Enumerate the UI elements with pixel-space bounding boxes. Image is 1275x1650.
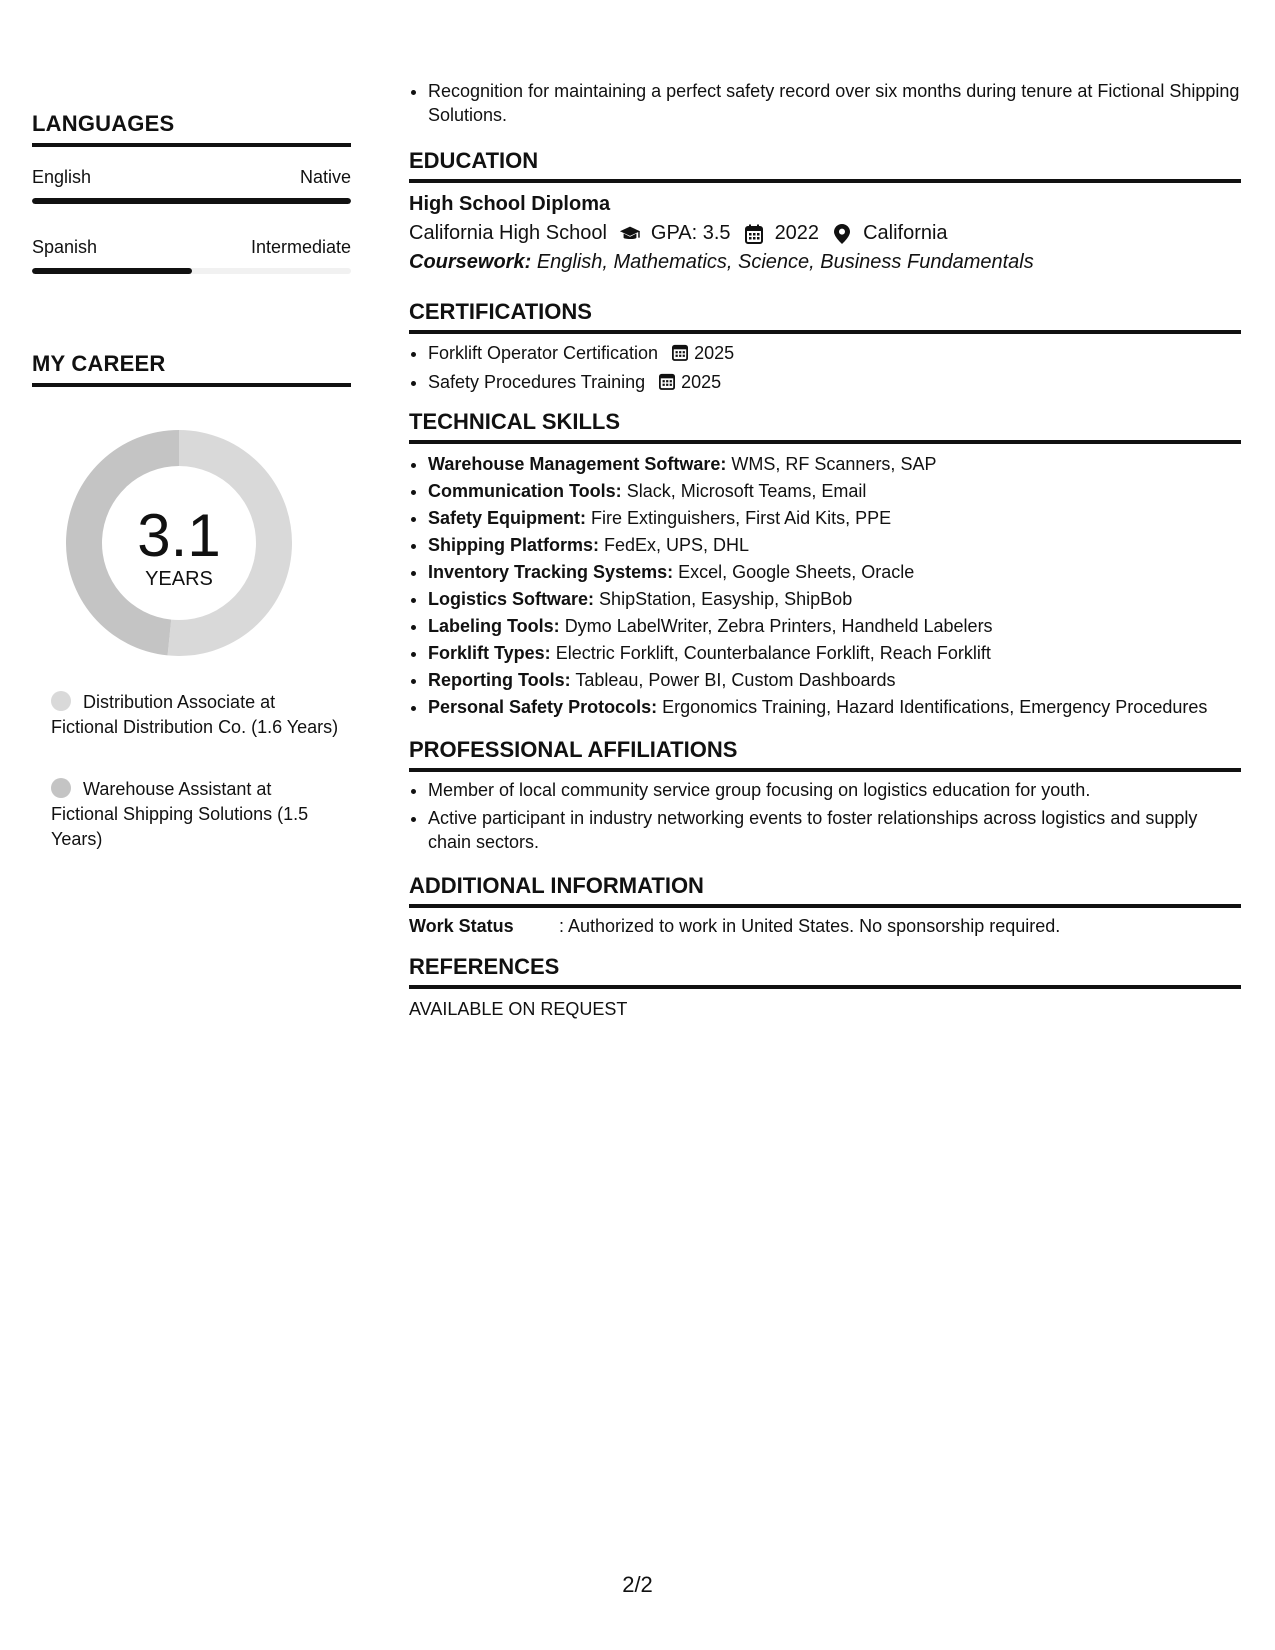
education-location: California — [863, 222, 948, 244]
languages-heading: LANGUAGES — [32, 111, 175, 136]
technical-skills-rule — [409, 440, 1241, 444]
career-legend-text: Warehouse Assistant at Fictional Shipping Solutions (1.5 Years) — [51, 779, 309, 849]
language-proficiency-bar — [32, 268, 351, 274]
calendar-icon — [672, 342, 688, 369]
language-name: Spanish — [32, 237, 98, 257]
certifications-rule — [409, 330, 1241, 334]
skill-value: Ergonomics Training, Hazard Identifications, Emergency Procedures — [662, 697, 1208, 717]
skill-item — [428, 532, 1241, 559]
language-item — [32, 167, 351, 204]
references-text: AVAILABLE ON REQUEST — [409, 999, 628, 1019]
skill-item — [428, 505, 1241, 532]
calendar-icon — [743, 224, 765, 244]
affiliations-heading: PROFESSIONAL AFFILIATIONS — [409, 737, 738, 762]
technical-skills-heading: TECHNICAL SKILLS — [409, 409, 621, 434]
certification-item — [428, 340, 1241, 369]
language-item — [32, 237, 351, 274]
skill-label: Logistics Software: — [428, 589, 595, 609]
education-details — [409, 222, 1241, 245]
career-donut-chart — [66, 430, 292, 656]
skill-value: Excel, Google Sheets, Oracle — [678, 562, 915, 582]
language-name: English — [32, 167, 92, 187]
map-pin-icon — [831, 224, 853, 244]
education-section — [409, 148, 1241, 274]
page-number: 2/2 — [622, 1572, 653, 1597]
skill-value: WMS, RF Scanners, SAP — [731, 454, 937, 474]
work-status-row — [409, 916, 1241, 937]
skill-label: Safety Equipment: — [428, 508, 587, 528]
skill-item — [428, 478, 1241, 505]
skill-item — [428, 613, 1241, 640]
certifications-section — [409, 299, 1241, 398]
certification-name: Safety Procedures Training — [428, 372, 646, 392]
skill-value: FedEx, UPS, DHL — [604, 535, 750, 555]
skill-label: Reporting Tools: — [428, 670, 571, 690]
additional-info-heading: ADDITIONAL INFORMATION — [409, 873, 704, 898]
career-section — [32, 351, 351, 387]
skill-item — [428, 559, 1241, 586]
skill-item — [428, 451, 1241, 478]
references-section — [409, 954, 1241, 1020]
education-coursework — [409, 251, 1241, 274]
languages-section — [32, 111, 351, 147]
references-heading: REFERENCES — [409, 954, 560, 979]
language-proficiency-fill — [32, 198, 351, 204]
affiliation-item: • Member of local community service group focusing on logistics education for youth. — [428, 778, 1241, 802]
career-legend-item — [51, 690, 341, 740]
certification-year: 2025 — [681, 372, 722, 392]
languages-rule — [32, 143, 351, 147]
legend-dot-icon — [51, 778, 71, 798]
skill-label: Labeling Tools: — [428, 616, 560, 636]
technical-skills-section — [409, 409, 1241, 721]
education-gpa: GPA: 3.5 — [650, 222, 731, 244]
skill-value: Tableau, Power BI, Custom Dashboards — [575, 670, 896, 690]
career-rule — [32, 383, 351, 387]
language-proficiency-fill — [32, 268, 192, 274]
donut-center — [66, 430, 292, 656]
certification-name: Forklift Operator Certification — [428, 343, 659, 363]
skill-item — [428, 586, 1241, 613]
skill-value: Dymo LabelWriter, Zebra Printers, Handheld Labelers — [564, 616, 993, 636]
language-level: Intermediate — [250, 237, 351, 257]
coursework-label: Coursework: — [409, 251, 532, 273]
skill-label: Forklift Types: — [428, 643, 551, 663]
skill-item — [428, 667, 1241, 694]
career-heading: MY CAREER — [32, 351, 166, 376]
work-status-label: Work Status — [409, 916, 514, 936]
certification-item — [428, 369, 1241, 398]
education-school: California High School — [409, 222, 607, 244]
skill-label: Personal Safety Protocols: — [428, 697, 658, 717]
skill-label: Communication Tools: — [428, 481, 622, 501]
calendar-icon — [659, 371, 675, 398]
skill-label: Warehouse Management Software: — [428, 454, 727, 474]
education-degree: High School Diploma — [409, 193, 611, 215]
skill-item — [428, 694, 1241, 721]
skill-value: Slack, Microsoft Teams, Email — [626, 481, 867, 501]
language-level: Native — [299, 167, 351, 187]
affiliations-rule — [409, 768, 1241, 772]
language-proficiency-bar — [32, 198, 351, 204]
graduation-cap-icon — [619, 225, 641, 243]
skill-label: Shipping Platforms: — [428, 535, 599, 555]
education-rule — [409, 179, 1241, 183]
career-years-unit: YEARS — [145, 568, 213, 590]
experience-continued — [409, 79, 1241, 127]
skill-label: Inventory Tracking Systems: — [428, 562, 674, 582]
career-legend-item — [51, 777, 341, 852]
references-rule — [409, 985, 1241, 989]
additional-info-section — [409, 873, 1241, 937]
skill-value: ShipStation, Easyship, ShipBob — [599, 589, 853, 609]
skill-item — [428, 640, 1241, 667]
coursework-list: English, Mathematics, Science, Business Fundamentals — [536, 251, 1034, 273]
legend-dot-icon — [51, 691, 71, 711]
technical-skills-list — [409, 451, 1241, 721]
affiliations-section — [409, 737, 1241, 854]
certifications-heading: CERTIFICATIONS — [409, 299, 592, 324]
career-legend-text: Distribution Associate at Fictional Distribution Co. (1.6 Years) — [51, 692, 339, 737]
skill-value: Electric Forklift, Counterbalance Forklift, Reach Forklift — [555, 643, 991, 663]
work-status-value: : Authorized to work in United States. No sponsorship required. — [559, 916, 1061, 936]
career-total-years: 3.1 — [137, 502, 221, 569]
certification-year: 2025 — [694, 343, 735, 363]
education-heading: EDUCATION — [409, 148, 539, 173]
education-year: 2022 — [774, 222, 820, 244]
experience-bullet: • Recognition for maintaining a perfect safety record over six months during tenure at Fictional Shipping Solutions. — [428, 79, 1241, 127]
additional-info-rule — [409, 904, 1241, 908]
affiliation-item: • Active participant in industry networking events to foster relationships across logistics and supply chain sectors. — [428, 806, 1241, 854]
skill-value: Fire Extinguishers, First Aid Kits, PPE — [591, 508, 892, 528]
